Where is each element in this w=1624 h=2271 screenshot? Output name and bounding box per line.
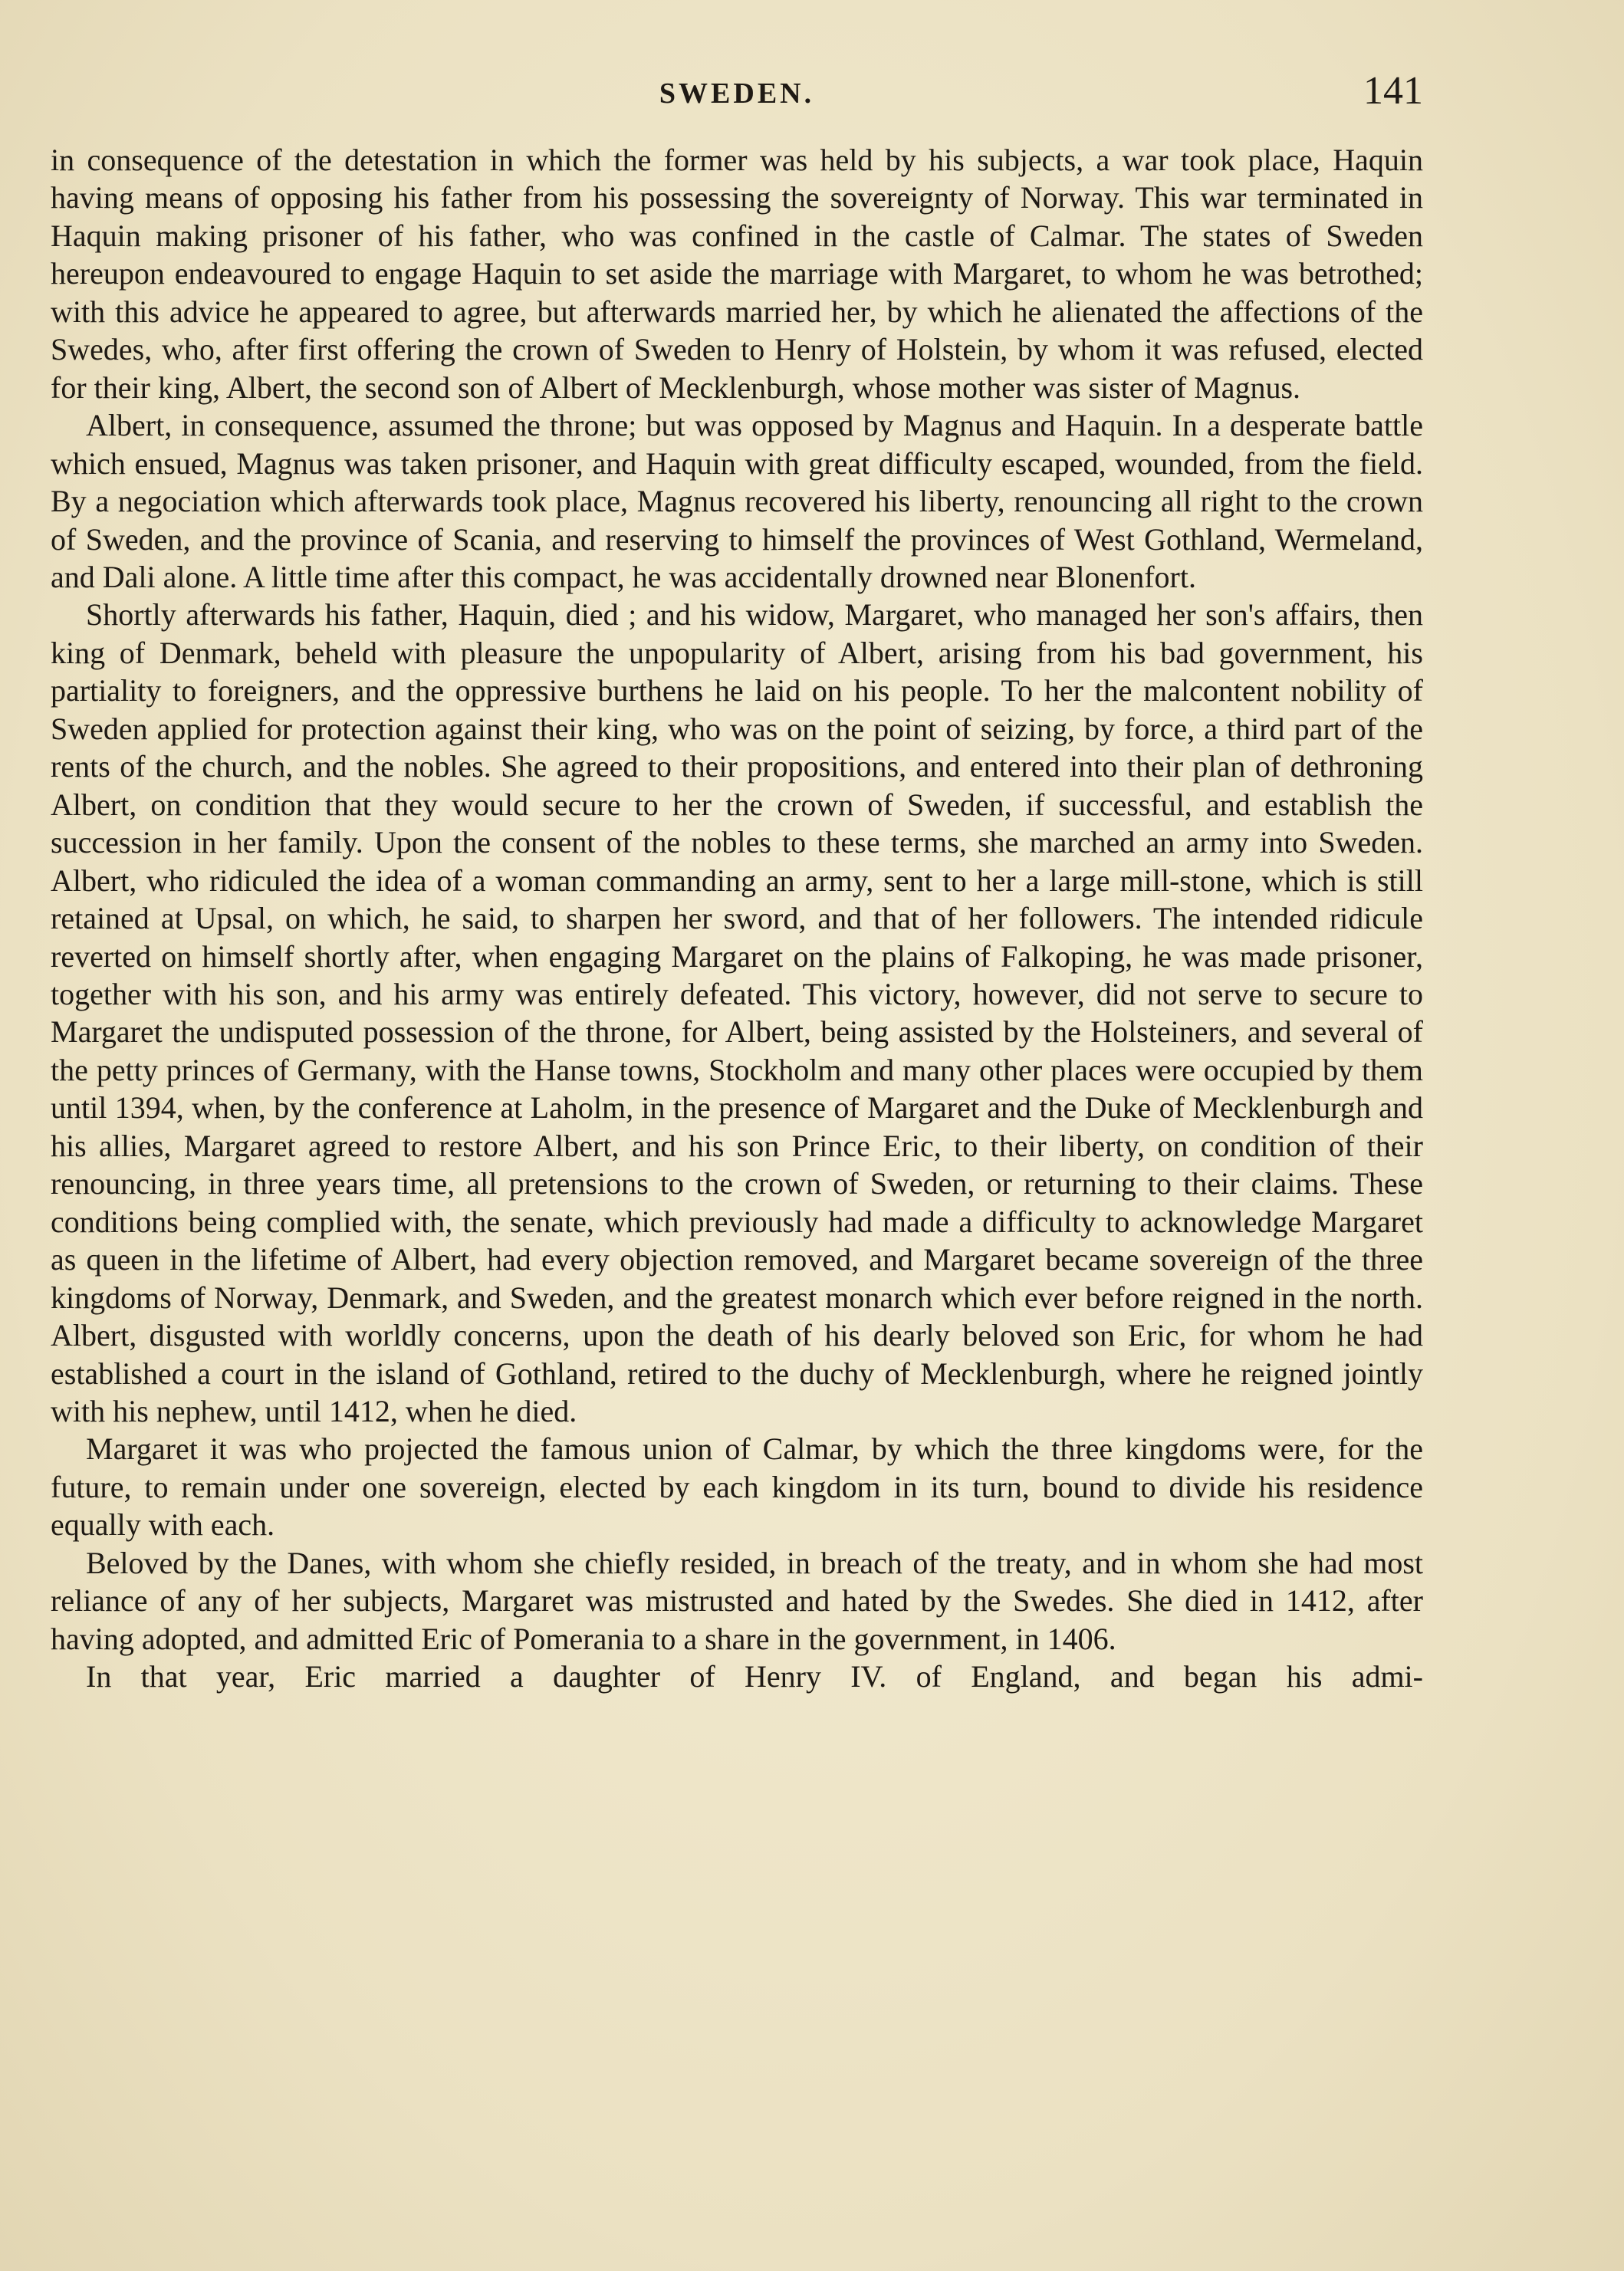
paragraph: Shortly afterwards his father, Haquin, died ; and his widow, Margaret, who managed her son's affairs, then king of Denmark, beheld with pleasure the unpopularity of Albert, arising from his bad government, his partiality to foreigners, and the oppressive burthens he laid on his people. To her the malcontent nobility of Sweden applied for protection against their king, who was on the point of seizing, by force, a third part of the rents of the church, and the nobles. She agreed to their propositions, and entered into their plan of dethroning Albert, on condition that they would secure to her the crown of Sweden, if successful, and establish the succession in her family. Upon the consent of the nobles to these terms, she marched an army into Sweden. Albert, who ridiculed the idea of a woman commanding an army, sent to her a large mill-stone, which is still retained at Upsal, on which, he said, to sharpen her sword, and that of her followers. The intended ridicule reverted on himself shortly after, when engaging Margaret on the plains of Falkoping, he was made prisoner, together with his son, and his army was entirely defeated. This victory, however, did not serve to secure to Margaret the undisputed possession of the throne, for Albert, being assisted by the Holsteiners, and several of the petty princes of Germany, with the Hanse towns, Stockholm and many other places were occupied by them until 1394, when, by the conference at Laholm, in the presence of Margaret and the Duke of Mecklenburgh and his allies, Margaret agreed to restore Albert, and his son Prince Eric, to their liberty, on condition of their renouncing, in three years time, all pretensions to the crown of Sweden, or returning to their claims. These conditions being complied with, the senate, which previously had made a difficulty to acknowledge Margaret as queen in the lifetime of Albert, had every objection removed, and Margaret became sovereign of the three kingdoms of Norway, Denmark, and Sweden, and the greatest monarch which ever before reigned in the north. Albert, disgusted with worldly concerns, upon the death of his dearly beloved son Eric, for whom he had established a court in the island of Gothland, retired to the duchy of Mecklenburgh, where he reigned jointly with his nephew, until 1412, when he died. xyxy=(51,597,1423,1428)
paragraph: Beloved by the Danes, with whom she chiefly resided, in breach of the treaty, and in whom she had most reliance of any of her subjects, Margaret was mistrusted and hated by the Swedes. She died in 1412, after having adopted, and admitted Eric of Pomerania to a share in the government, in 1406. xyxy=(51,1545,1423,1656)
body-text xyxy=(51,141,1423,1696)
page-number: 141 xyxy=(1363,69,1423,113)
page-header xyxy=(51,71,1423,117)
paragraph: In that year, Eric married a daughter of Henry IV. of England, and began his admi- xyxy=(86,1659,1423,1694)
paragraph: Albert, in consequence, assumed the throne; but was opposed by Magnus and Haquin. In a desperate battle which ensued, Magnus was taken prisoner, and Haquin with great difficulty escaped, wounded, from the field. By a negociation which afterwards took place, Magnus recovered his liberty, renouncing all right to the crown of Sweden, and the province of Scania, and reserving to himself the provinces of West Gothland, Wermeland, and Dali alone. A little time after this compact, he was accidentally drowned near Blonenfort. xyxy=(51,408,1423,594)
paragraph: in consequence of the detestation in which the former was held by his subjects, a war took place, Haquin having means of opposing his father from his possessing the sovereignty of Norway. This war terminated in Haquin making prisoner of his father, who was confined in the castle of Calmar. The states of Sweden hereupon endeavoured to engage Haquin to set aside the marriage with Margaret, to whom he was betrothed; with this advice he appeared to agree, but afterwards married her, by which he alienated the affections of the Swedes, who, after first offering the crown of Sweden to Henry of Holstein, by whom it was refused, elected for their king, Albert, the second son of Albert of Mecklenburgh, whose mother was sister of Magnus. xyxy=(51,143,1423,405)
paragraph: Margaret it was who projected the famous union of Calmar, by which the three kingdoms were, for the future, to remain under one sovereign, elected by each kingdom in its turn, bound to divide his residence equally with each. xyxy=(51,1431,1423,1543)
running-head: SWEDEN. xyxy=(659,77,815,110)
